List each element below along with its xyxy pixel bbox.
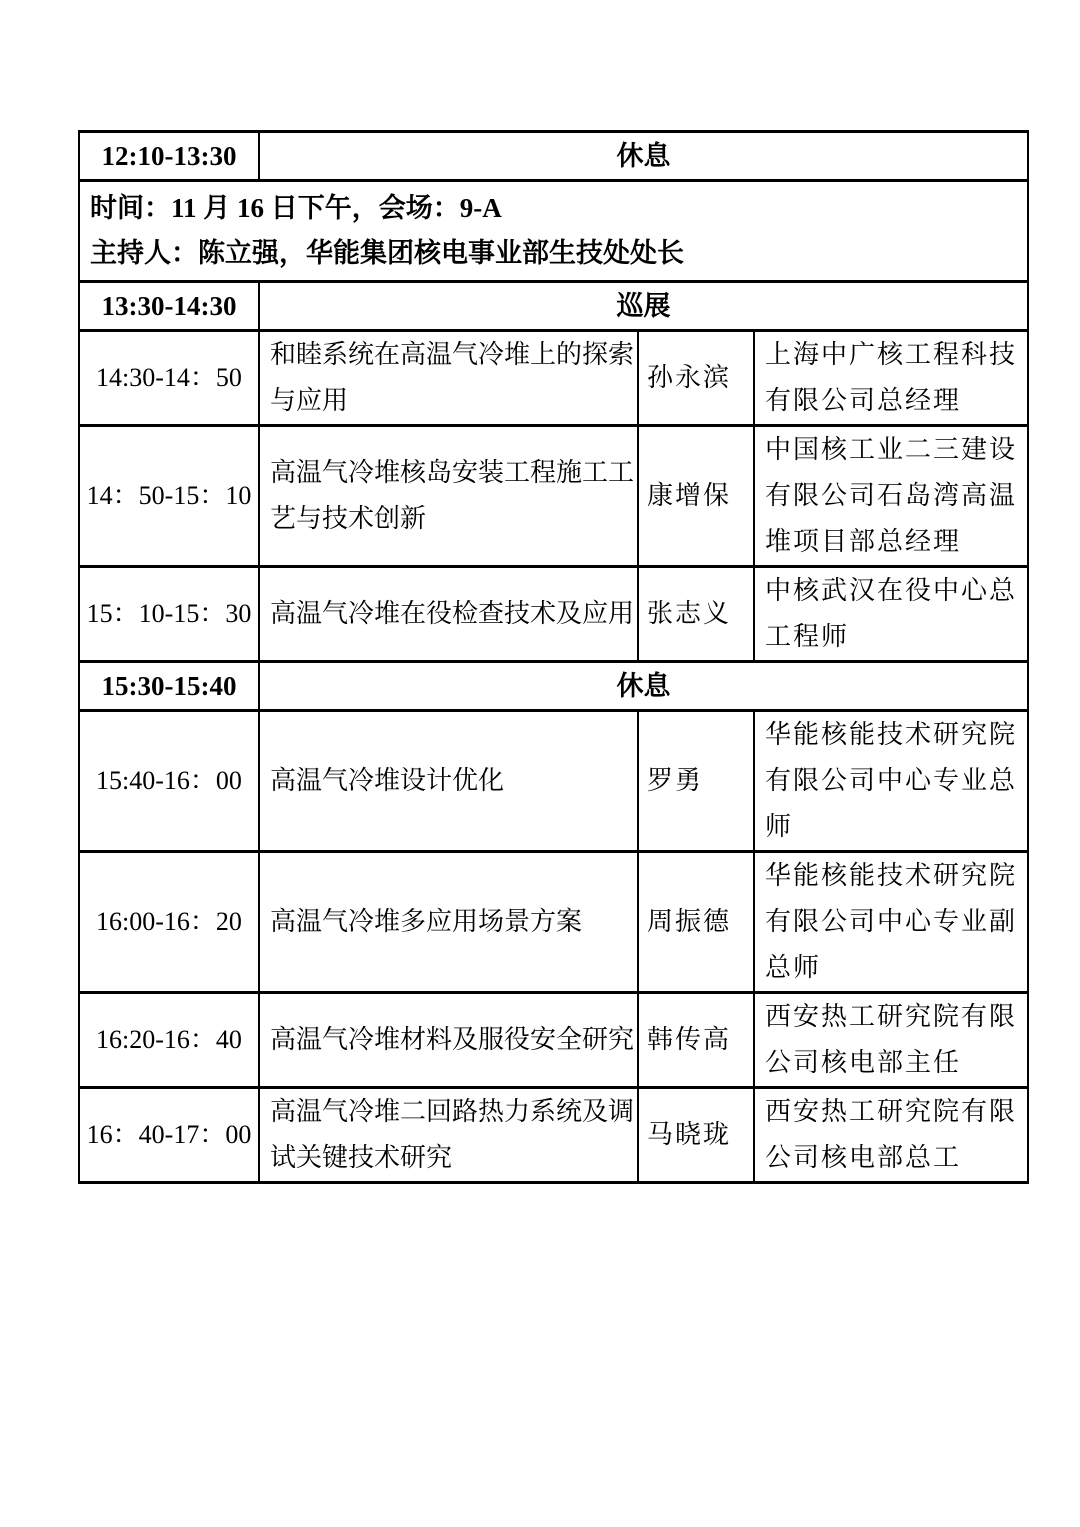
- speaker-affiliation: 中国核工业二三建设有限公司石岛湾高温堆项目部总经理: [754, 426, 1028, 567]
- talk-time: 14:30-14：50: [79, 331, 259, 426]
- talk-time: 15：10-15：30: [79, 567, 259, 662]
- session-info-cell: [79, 181, 1028, 282]
- talk-title: 高温气冷堆设计优化: [259, 711, 638, 852]
- speaker-name: 孙永滨: [638, 331, 754, 426]
- speaker-name: 张志义: [638, 567, 754, 662]
- talk-row: [79, 852, 1028, 993]
- session-info-row: [79, 181, 1028, 282]
- speaker-affiliation: 西安热工研究院有限公司核电部总工: [754, 1088, 1028, 1183]
- speaker-name: 马晓珑: [638, 1088, 754, 1183]
- talk-time: 14：50-15：10: [79, 426, 259, 567]
- talk-row: [79, 1088, 1028, 1183]
- talk-title: 和睦系统在高温气冷堆上的探索与应用: [259, 331, 638, 426]
- break-label: 休息: [259, 662, 1028, 711]
- talk-time: 16:00-16：20: [79, 852, 259, 993]
- talk-row: [79, 711, 1028, 852]
- speaker-affiliation: 上海中广核工程科技有限公司总经理: [754, 331, 1028, 426]
- talk-time: 15:40-16：00: [79, 711, 259, 852]
- talk-row: [79, 567, 1028, 662]
- talk-title: 高温气冷堆二回路热力系统及调试关键技术研究: [259, 1088, 638, 1183]
- break-time: 13:30-14:30: [79, 282, 259, 331]
- speaker-name: 罗勇: [638, 711, 754, 852]
- break-time: 15:30-15:40: [79, 662, 259, 711]
- speaker-name: 韩传高: [638, 993, 754, 1088]
- talk-time: 16：40-17：00: [79, 1088, 259, 1183]
- talk-row: [79, 426, 1028, 567]
- speaker-name: 周振德: [638, 852, 754, 993]
- break-row: [79, 282, 1028, 331]
- talk-title: 高温气冷堆核岛安装工程施工工艺与技术创新: [259, 426, 638, 567]
- talk-row: [79, 331, 1028, 426]
- break-label: 巡展: [259, 282, 1028, 331]
- break-label: 休息: [259, 132, 1028, 181]
- schedule-table: [78, 130, 1029, 1184]
- speaker-name: 康增保: [638, 426, 754, 567]
- talk-time: 16:20-16：40: [79, 993, 259, 1088]
- break-row: [79, 662, 1028, 711]
- break-row: [79, 132, 1028, 181]
- talk-title: 高温气冷堆材料及服役安全研究: [259, 993, 638, 1088]
- speaker-affiliation: 华能核能技术研究院有限公司中心专业总师: [754, 711, 1028, 852]
- talk-title: 高温气冷堆在役检查技术及应用: [259, 567, 638, 662]
- speaker-affiliation: 西安热工研究院有限公司核电部主任: [754, 993, 1028, 1088]
- break-time: 12:10-13:30: [79, 132, 259, 181]
- session-chair: 主持人：陈立强，华能集团核电事业部生技处处长: [90, 238, 684, 268]
- speaker-affiliation: 中核武汉在役中心总工程师: [754, 567, 1028, 662]
- talk-row: [79, 993, 1028, 1088]
- talk-title: 高温气冷堆多应用场景方案: [259, 852, 638, 993]
- session-time-venue: 时间：11 月 16 日下午，会场：9-A: [90, 193, 502, 223]
- speaker-affiliation: 华能核能技术研究院有限公司中心专业副总师: [754, 852, 1028, 993]
